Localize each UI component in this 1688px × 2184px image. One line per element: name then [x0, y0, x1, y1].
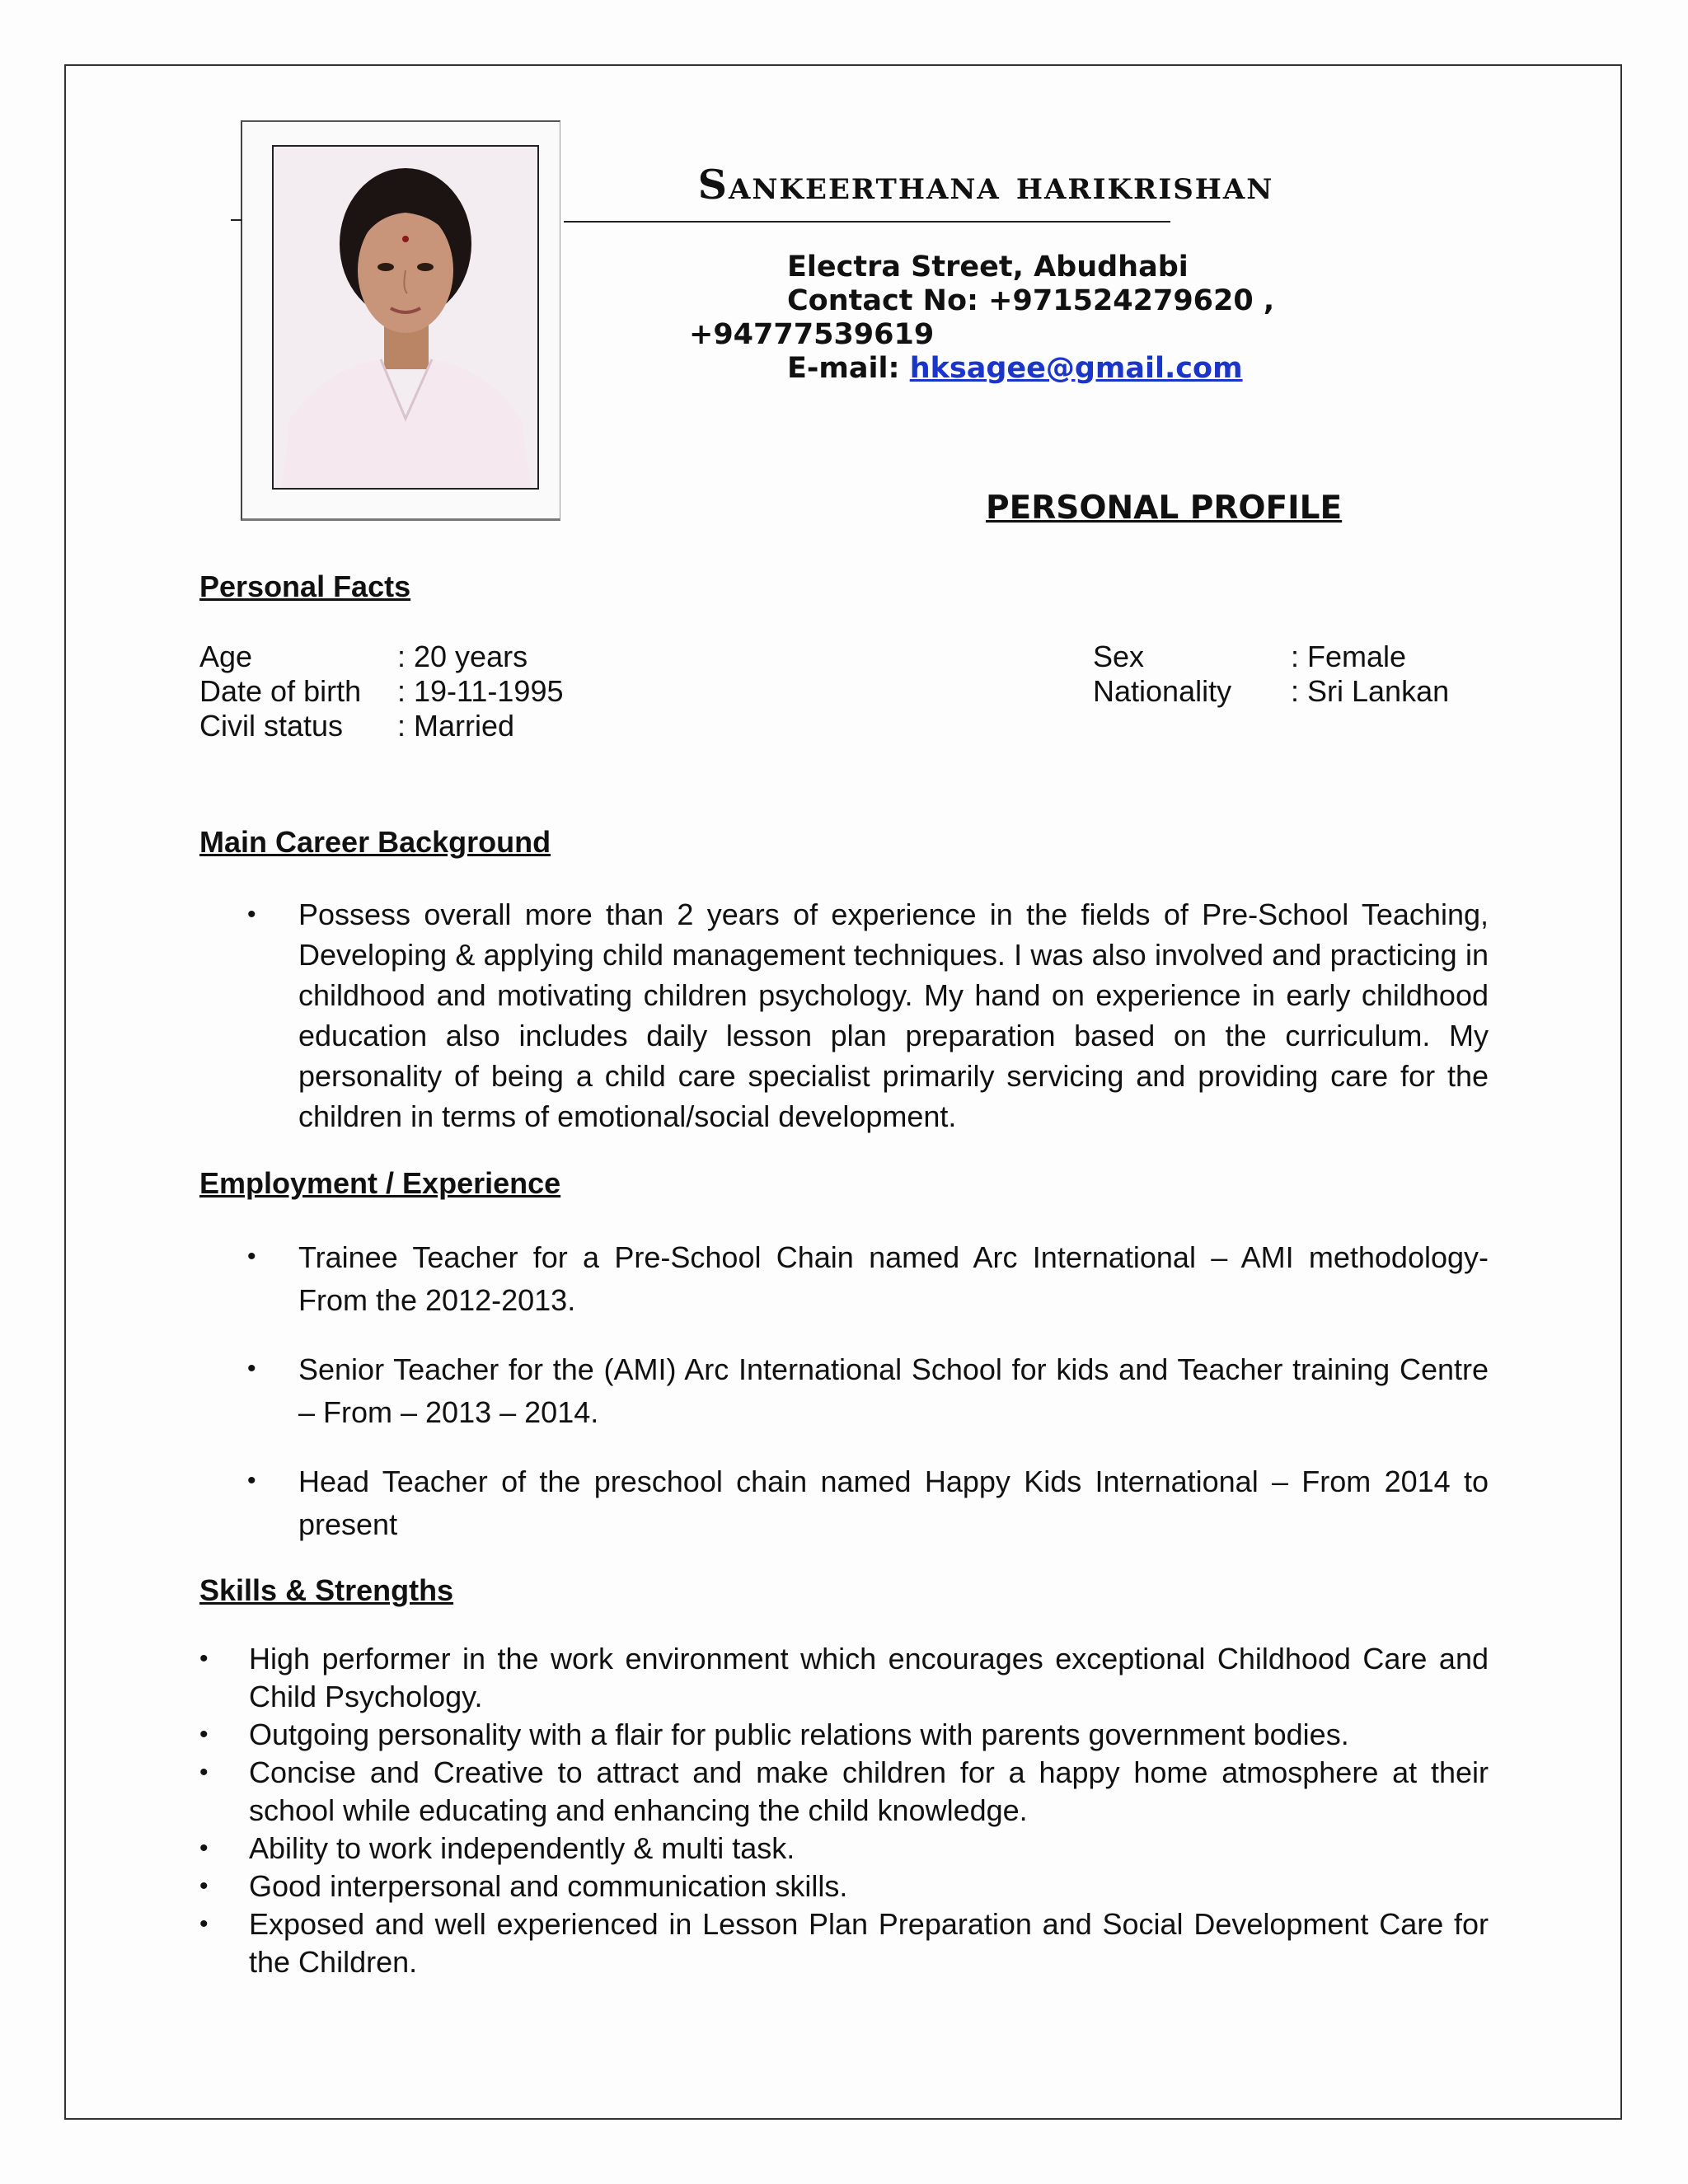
personal-profile-heading: PERSONAL PROFILE: [986, 490, 1343, 527]
bullet-icon: •: [247, 1467, 256, 1494]
employment-item: Trainee Teacher for a Pre-School Chain named Arc International – AMI methodology- From the 2012-2013.: [298, 1240, 1489, 1317]
bullet-icon: •: [199, 1645, 209, 1672]
career-heading: Main Career Background: [199, 825, 551, 859]
bullet-icon: •: [199, 1910, 209, 1938]
contact-number: Contact No: +971524279620 ,: [787, 284, 1275, 317]
candidate-name: Sankeerthana harikrishan: [697, 161, 1274, 209]
personal-facts-heading: Personal Facts: [199, 569, 411, 603]
employment-item: Senior Teacher for the (AMI) Arc International School for kids and Teacher training Centre – From – 2013 – 2014.: [298, 1352, 1489, 1429]
fact-value-age: : 20 years: [397, 640, 528, 673]
employment-item: Head Teacher of the preschool chain named Happy Kids International – From 2014 to present: [298, 1465, 1489, 1541]
skill-item: [199, 1754, 1489, 1830]
skill-item: [199, 1868, 1489, 1905]
skill-item: [199, 1830, 1489, 1868]
bullet-icon: •: [199, 1759, 209, 1786]
email-row: [787, 352, 1243, 386]
bullet-icon: •: [199, 1872, 209, 1900]
header-rule: [564, 221, 1170, 223]
bullet-icon: •: [199, 1721, 209, 1748]
skill-text: Outgoing personality with a flair for public relations with parents government bodies.: [249, 1718, 1349, 1751]
fact-value-nationality: : Sri Lankan: [1291, 674, 1450, 708]
skill-text: Good interpersonal and communication skills.: [249, 1869, 848, 1903]
bullet-icon: •: [199, 1835, 209, 1862]
career-summary: Possess overall more than 2 years of experience in the fields of Pre-School Teaching, Developing & applying child management techniques. I was also involved and practicing in childhood and motivating children psychology. My hand on experience in early childhood education also includes daily lesson plan preparation based on the curriculum. My personality of being a child care specialist primarily servicing and providing care for the children in terms of emotional/social development.: [298, 898, 1489, 1133]
fact-label-sex: Sex: [1093, 640, 1145, 673]
fact-label-nationality: Nationality: [1093, 674, 1232, 708]
skill-text: High performer in the work environment which encourages exceptional Childhood Care and Child Psychology.: [249, 1642, 1489, 1713]
portrait-image: [274, 147, 537, 488]
skill-item: [199, 1640, 1489, 1716]
skills-list: [199, 1640, 1489, 1981]
employment-heading: Employment / Experience: [199, 1166, 561, 1200]
header-rule-left: [231, 219, 242, 221]
profile-photo: [272, 145, 539, 490]
address: Electra Street, Abudhabi: [787, 251, 1189, 284]
bullet-icon: •: [247, 901, 256, 928]
fact-label-civil-status: Civil status: [199, 709, 344, 743]
skill-text: Concise and Creative to attract and make children for a happy home atmosphere at their school while educating and enhancing the child knowledge.: [249, 1755, 1489, 1827]
skill-item: [199, 1716, 1489, 1754]
fact-label-dob: Date of birth: [199, 674, 362, 708]
fact-value-civil-status: : Married: [397, 709, 515, 743]
fact-value-dob: : 19-11-1995: [397, 674, 564, 708]
bullet-icon: •: [247, 1355, 256, 1382]
skill-item: [199, 1905, 1489, 1981]
email-link[interactable]: hksagee@gmail.com: [909, 352, 1243, 385]
contact-number-2: +94777539619: [689, 318, 935, 351]
skill-text: Ability to work independently & multi task.: [249, 1831, 795, 1865]
fact-value-sex: : Female: [1291, 640, 1407, 673]
fact-label-age: Age: [199, 640, 253, 673]
skill-text: Exposed and well experienced in Lesson Plan Preparation and Social Development Care for the Children.: [249, 1907, 1489, 1979]
profile-photo-frame: [241, 120, 560, 521]
bullet-icon: •: [247, 1243, 256, 1270]
skills-heading: Skills & Strengths: [199, 1573, 454, 1607]
email-label: E-mail:: [787, 352, 910, 385]
